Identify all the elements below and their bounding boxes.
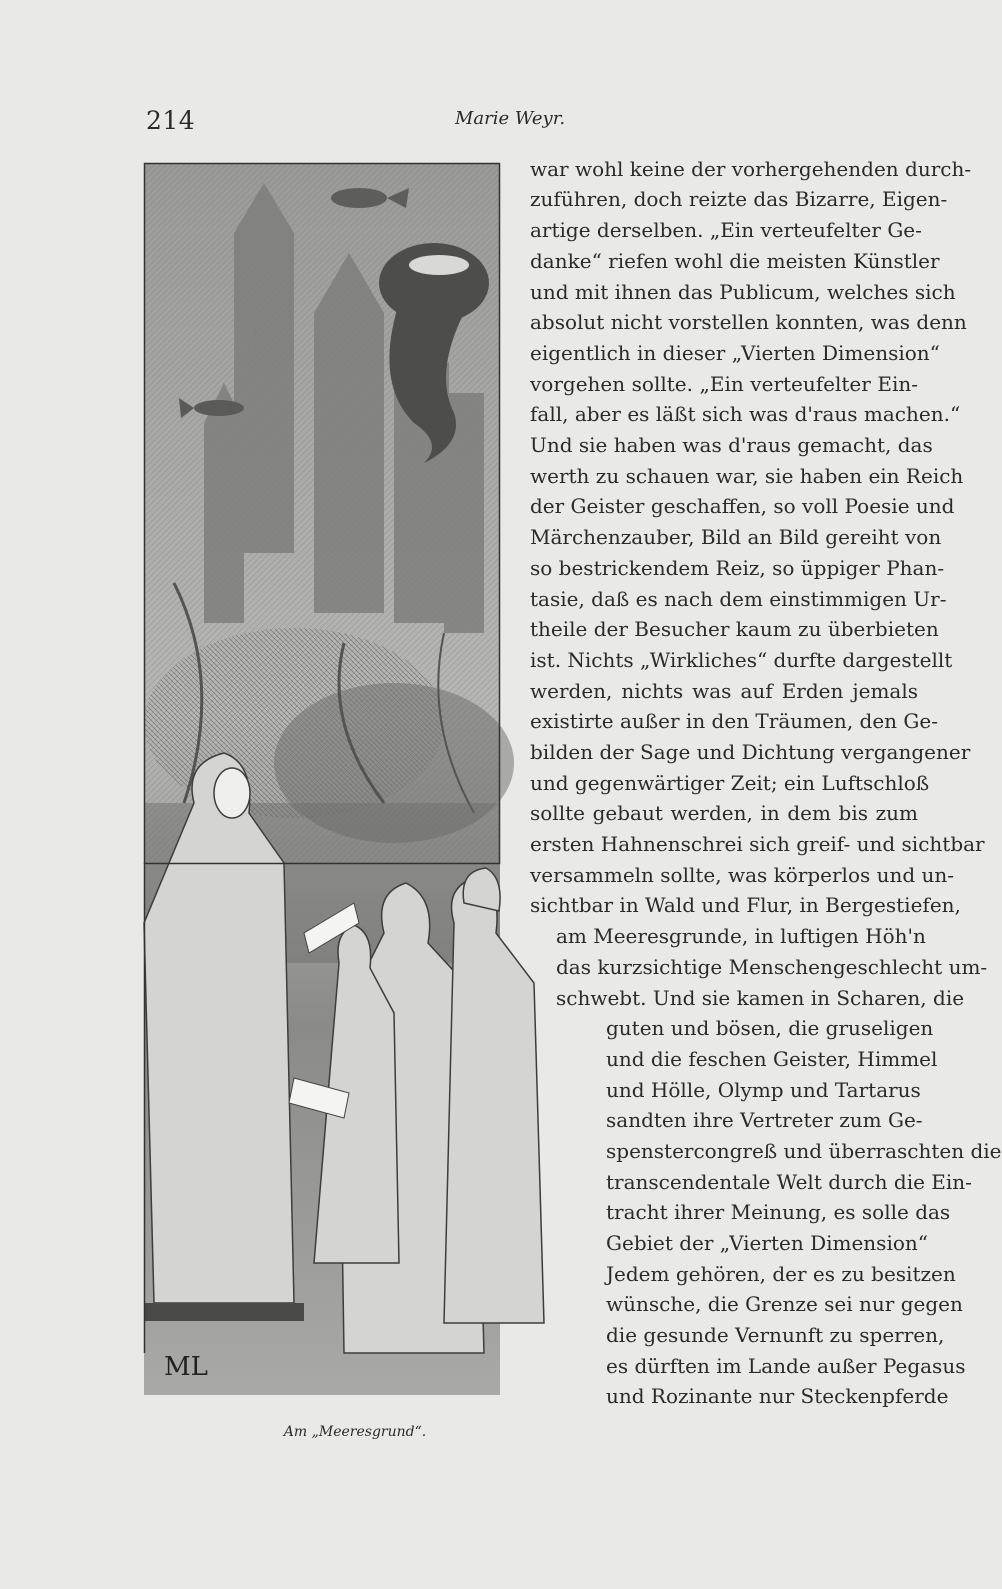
text-line: und Hölle, Olymp und Tartarus xyxy=(606,1078,921,1102)
text-line: und die feschen Geister, Himmel xyxy=(606,1047,938,1071)
text-line: spenstercongreß und überraschten die xyxy=(606,1139,1002,1163)
text-line: und Rozinante nur Steckenpferde xyxy=(606,1384,949,1408)
text-line: der Geister geschaffen, so voll Poesie und xyxy=(530,494,955,518)
text-line: theile der Besucher kaum zu überbieten xyxy=(530,617,939,641)
engraving-image xyxy=(144,163,576,1395)
text-line: absolut nicht vorstellen konnten, was denn xyxy=(530,310,967,334)
text-line: Und sie haben was d'raus gemacht, das xyxy=(530,433,933,457)
text-line: war wohl keine der vorhergehenden durch- xyxy=(530,157,972,181)
text-line: Märchenzauber, Bild an Bild gereiht von xyxy=(530,525,942,549)
text-line: so bestrickendem Reiz, so üppiger Phan- xyxy=(530,556,945,580)
illustration-caption: Am „Meeresgrund“. xyxy=(283,1424,427,1440)
text-line: existirte außer in den Träumen, den Ge- xyxy=(530,709,938,733)
text-line: schwebt. Und sie kamen in Scharen, die xyxy=(556,986,965,1010)
text-line: zuführen, doch reizte das Bizarre, Eigen- xyxy=(530,187,948,211)
text-line: werden, nichts was auf Erden jemals xyxy=(530,679,918,703)
text-line: und gegenwärtiger Zeit; ein Luftschloß xyxy=(530,771,930,795)
text-line: am Meeresgrunde, in luftigen Höh'n xyxy=(556,924,926,948)
page-number: 214 xyxy=(146,106,196,135)
text-line: eigentlich in dieser „Vierten Dimension“ xyxy=(530,341,940,365)
text-line: es dürften im Lande außer Pegasus xyxy=(606,1354,966,1378)
text-line: und mit ihnen das Publicum, welches sich xyxy=(530,280,956,304)
text-line: sichtbar in Wald und Flur, in Bergestiefen, xyxy=(530,893,961,917)
text-line: Jedem gehören, der es zu besitzen xyxy=(606,1262,956,1286)
text-line: ist. Nichts „Wirkliches“ durfte dargestellt xyxy=(530,648,953,672)
text-line: ersten Hahnenschrei sich greif- und sichtbar xyxy=(530,832,985,856)
text-line: werth zu schauen war, sie haben ein Reich xyxy=(530,464,964,488)
text-line: artige derselben. „Ein verteufelter Ge- xyxy=(530,218,922,242)
text-line: fall, aber es läßt sich was d'raus machen.“ xyxy=(530,402,961,426)
illustration-underwater-ghosts xyxy=(144,163,576,1395)
text-line: sandten ihre Vertreter zum Ge- xyxy=(606,1108,923,1132)
text-line: sollte gebaut werden, in dem bis zum xyxy=(530,801,918,825)
text-line: tracht ihrer Meinung, es solle das xyxy=(606,1200,951,1224)
text-line: das kurzsichtige Menschengeschlecht um- xyxy=(556,955,988,979)
text-line: bilden der Sage und Dichtung vergangener xyxy=(530,740,971,764)
text-line: danke“ riefen wohl die meisten Künstler xyxy=(530,249,940,273)
text-line: versammeln sollte, was körperlos und un- xyxy=(530,863,955,887)
text-line: die gesunde Vernunft zu sperren, xyxy=(606,1323,945,1347)
svg-text:ML: ML xyxy=(164,1352,208,1382)
text-line: transcendentale Welt durch die Ein- xyxy=(606,1170,972,1194)
text-line: vorgehen sollte. „Ein verteufelter Ein- xyxy=(530,372,918,396)
platform xyxy=(144,1303,304,1321)
text-line: wünsche, die Grenze sei nur gegen xyxy=(606,1292,963,1316)
running-title: Marie Weyr. xyxy=(454,108,566,129)
text-line: guten und bösen, die gruseligen xyxy=(606,1016,934,1040)
text-line: Gebiet der „Vierten Dimension“ xyxy=(606,1231,928,1255)
text-line: tasie, daß es nach dem einstimmigen Ur- xyxy=(530,587,947,611)
